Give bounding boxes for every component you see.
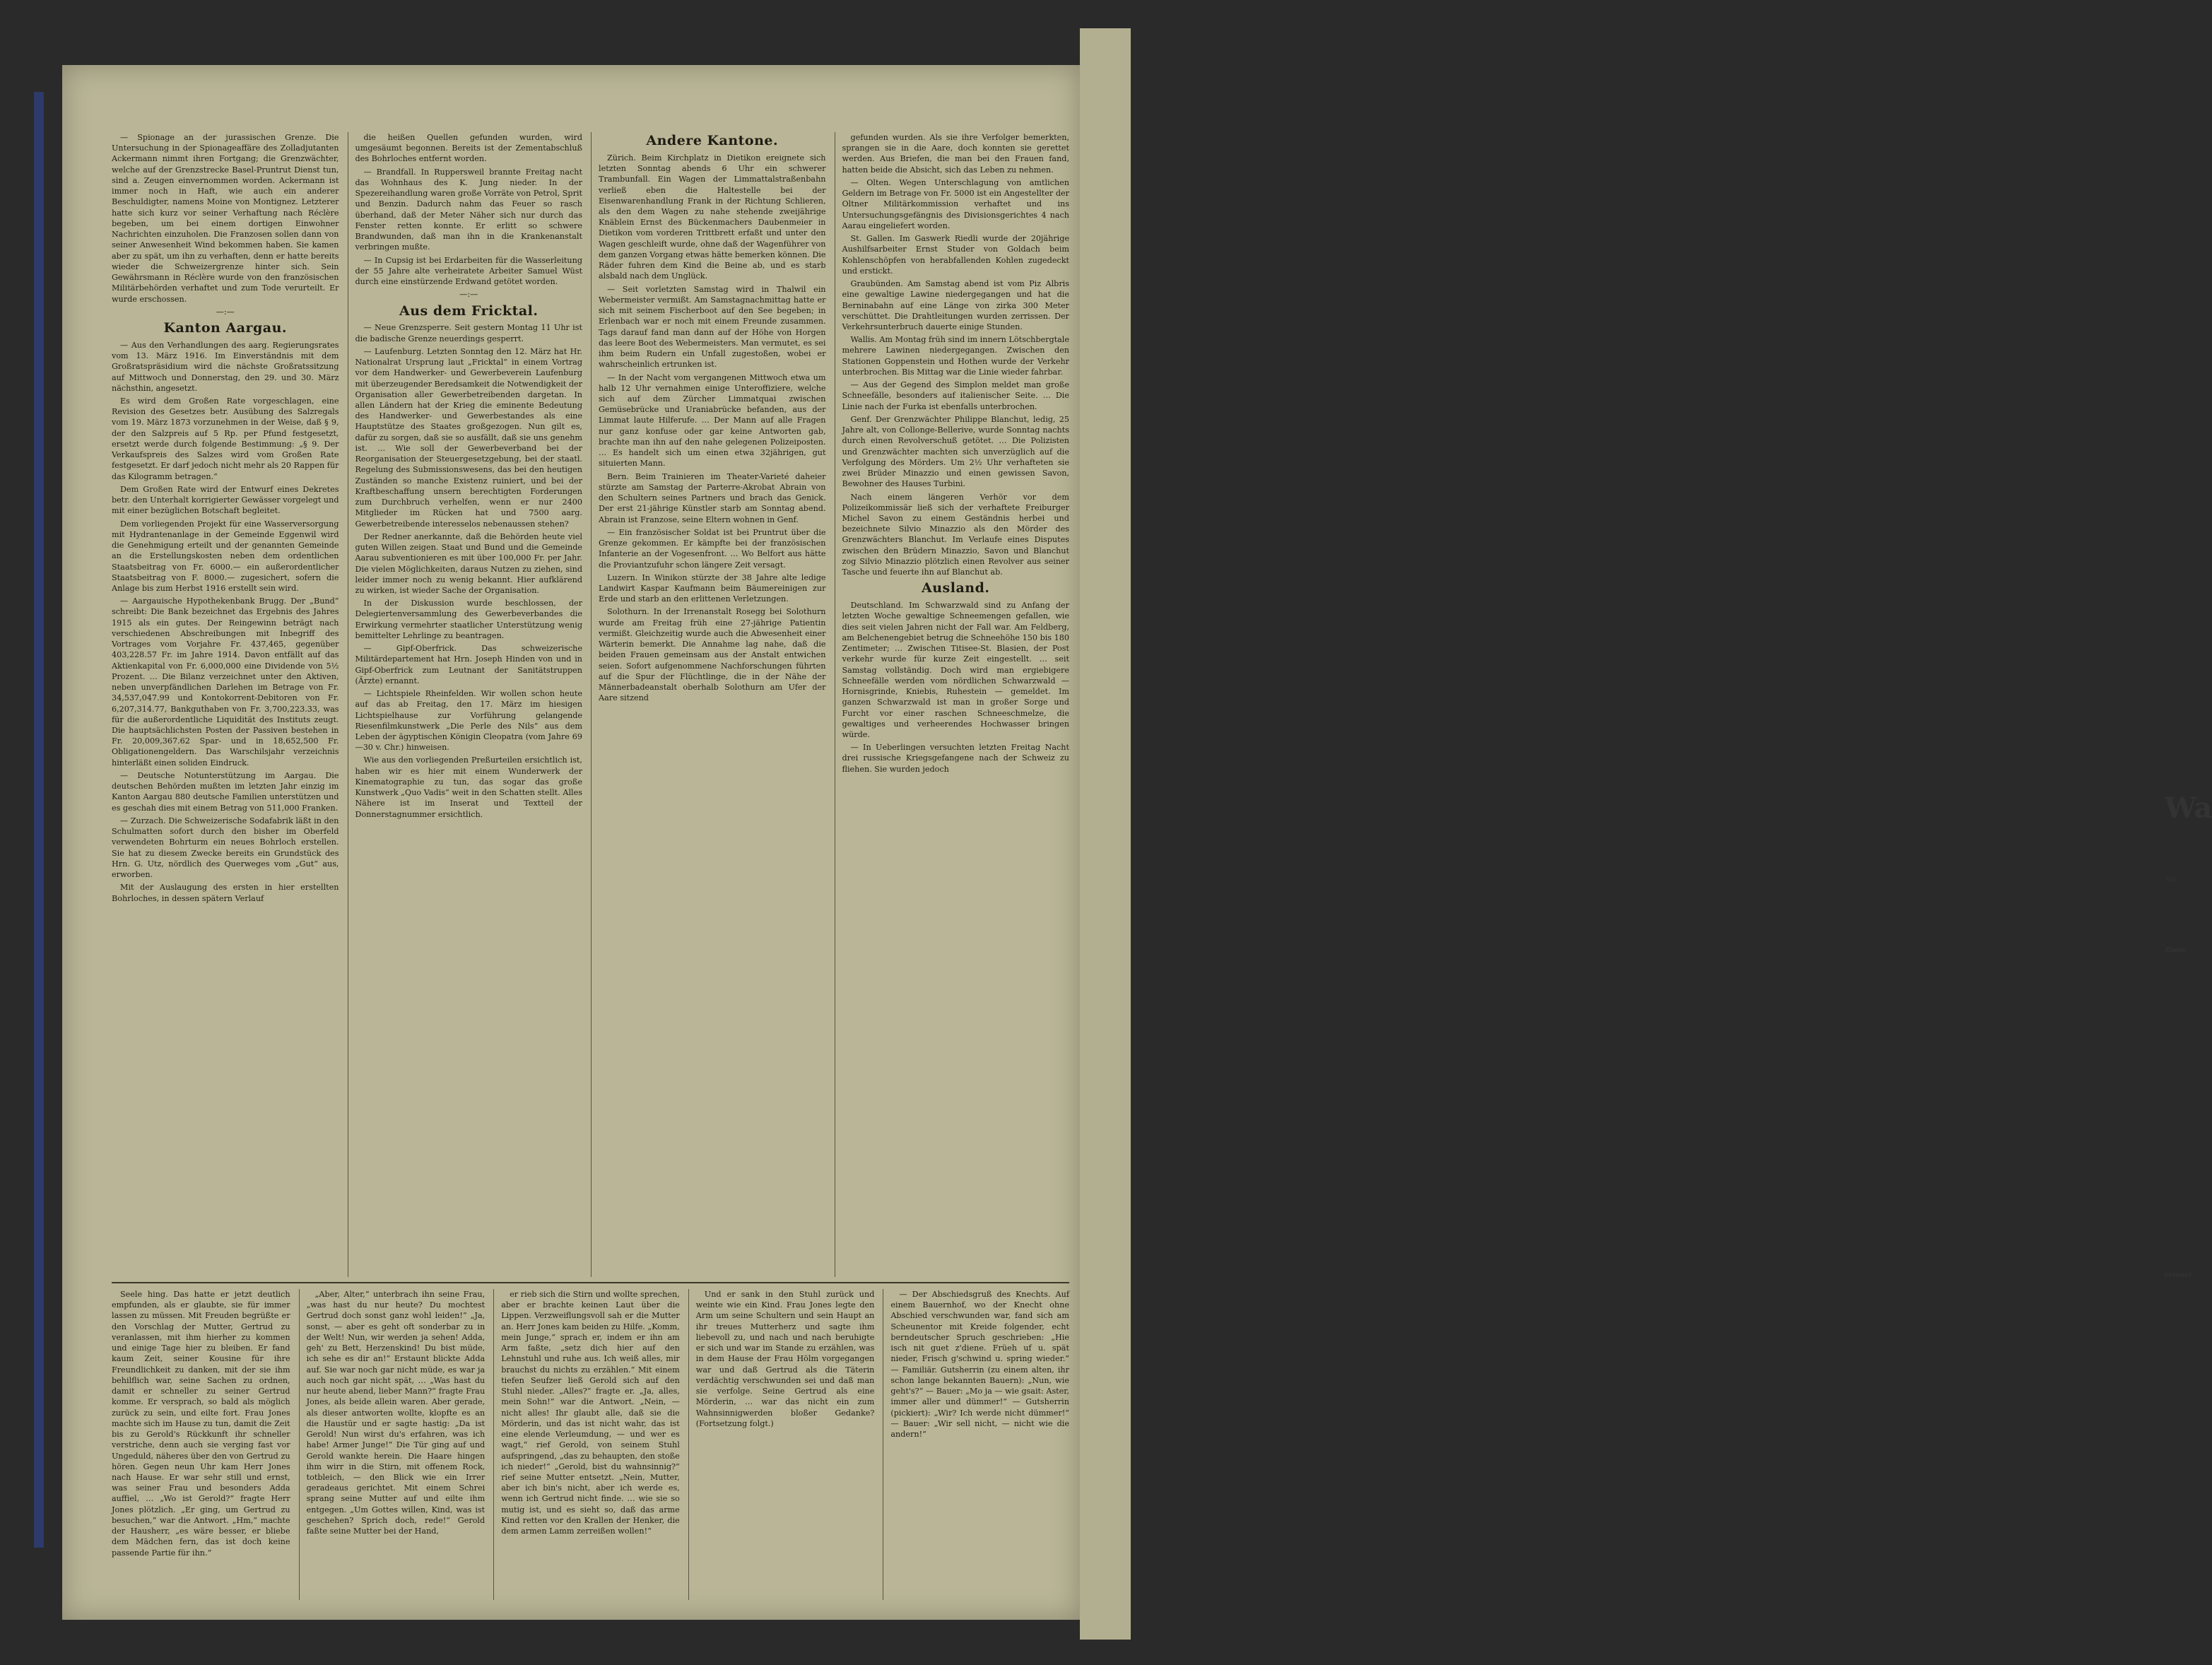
article-paragraph: — Spionage an der jurassischen Grenze. Die Untersuchung in der Spionageaffäre des Zolladjutanten Ackermann nimmt ihren Fortgang; die Grenzwächter, welche auf der Grenzstrecke Basel-Pruntrut Dienst tun, sind a. Zeugen einvernommen worden. Ackermann ist immer noch in Haft, wie auch ein anderer Beschuldigter, namens Moine von Montignez. Letzterer hatte sich kurz vor seiner Verhaftung nach Réclère begeben, um bei einem dortigen Einwohner Nachrichten einzuholen. Die Franzosen sollen dann von seiner Anwesenheit Wind bekommen haben. Sie kamen aber zu spät, um ihn zu verhaften, denn er hatte bereits wieder die Schweizergrenze hinter sich. Sein Gewährsmann in Réclère wurde von den französischen Militärbehörden verhaftet und zum Tode verurteilt. Er wurde erschossen. <box>112 133 339 304</box>
section-heading: Ausland. <box>922 580 990 596</box>
article-paragraph: Der Redner anerkannte, daß die Behörden heute viel guten Willen zeigen. Staat und Bund und die Gemeinde Aarau subventionieren es mit über 100,000 Fr. per Jahr. Die vielen Möglichkeiten, daraus Nutzen zu ziehen, sind leider immer noch zu wenig bekannt. Hier aufklärend zu wirken, ist wieder Sache der Organisation. <box>355 531 582 595</box>
column-1 <box>112 132 339 1277</box>
article-paragraph: Wallis. Am Montag früh sind im innern Lötschbergtale mehrere Lawinen niedergegangen. Zwischen den Stationen Goppenstein und Hothen wurde der Verkehr unterbrochen. Bis Mittag war die Linie wieder fahrbar. <box>842 335 1069 377</box>
article-paragraph: Luzern. In Winikon stürzte der 38 Jahre alte ledige Landwirt Kaspar Kaufmann beim Bäumereinigen zur Erde und starb an den erlittenen Verletzungen. <box>599 572 826 604</box>
section-heading: Aus dem Fricktal. <box>399 302 539 319</box>
article-paragraph: — Olten. Wegen Unterschlagung von amtlichen Geldern im Betrage von Fr. 5000 ist ein Angestellter der Oltner Militärkommission verhaftet und ins Untersuchungsgefängnis des Divisionsgerichtes 4 nach Aarau eingeliefert worden. <box>842 177 1069 230</box>
edge-fragment-3: Zimm <box>2165 947 2186 954</box>
article-paragraph: Solothurn. In der Irrenanstalt Rosegg bei Solothurn wurde am Freitag früh eine 27-jährige Patientin vermißt. Gleichzeitig wurde auch die Abwesenheit einer Wärterin bemerkt. Die Annahme lag nahe, daß die beiden Frauen gemeinsam aus der Anstalt entwichen seien. Sofort aufgenommene Nachforschungen führten auf die Spur der Flüchtlinge, die in der Nähe der Männerbadeanstalt oberhalb Solothurn am Ufer der Aare sitzend <box>599 607 826 703</box>
article-paragraph: — Deutsche Notunterstützung im Aargau. Die deutschen Behörden mußten im letzten Jahr einzig im Kanton Aargau 880 deutsche Familien unterstützen und es geschah dies mit einem Betrag von 511,000 Franken. <box>112 770 339 813</box>
article-paragraph: — Lichtspiele Rheinfelden. Wir wollen schon heute auf das ab Freitag, den 17. März im hiesigen Lichtspielhause zur Vorführung gelangende Riesenfilmkunstwerk „Die Perle des Nils“ aus dem Leben der ägyptischen Königin Cleopatra (vom Jahre 69—30 v. Chr.) hinweisen. <box>355 689 582 753</box>
edge-fragment-2: Ant <box>2165 876 2176 883</box>
article-paragraph: — Zurzach. Die Schweizerische Sodafabrik läßt in den Schulmatten sofort durch den bisher im Oberfeld verwendeten Bohrturm ein neues Bohrloch erstellen. Sie hat zu diesem Zwecke bereits ein Grundstück des Hrn. G. Utz, nördlich des Querweges vom „Gut“ aus, erworben. <box>112 816 339 880</box>
article-paragraph: — Brandfall. In Ruppersweil brannte Freitag nacht das Wohnhaus des K. Jung nieder. In der Spezereihandlung waren große Vorräte von Petrol, Sprit und Benzin. Dadurch nahm das Feuer so rasch überhand, daß der Meter Näher sich nur durch das Fenster retten konnte. Er erlitt so schwere Brandwunden, daß man ihn in die Krankenanstalt verbringen mußte. <box>355 167 582 252</box>
article-paragraph: — In Cupsig ist bei Erdarbeiten für die Wasserleitung der 55 Jahre alte verheiratete Arbeiter Samuel Wüst durch eine einstürzende Erdwand getötet worden. <box>355 255 582 287</box>
article-paragraph: — Laufenburg. Letzten Sonntag den 12. März hat Hr. Nationalrat Ursprung laut „Fricktal“ in einem Vortrag vor dem Handwerker- und Gewerbeverein Laufenburg mit überzeugender Beredsamkeit die Notwendigkeit der Organisation aller Gewerbetreibenden dargetan. In allen Ländern hat der Krieg die eminente Bedeutung des Handwerker- und Gewerbestandes als eine Hauptstütze des Staates großgezogen. Nun gilt es, dafür zu sorgen, daß sie so ausfällt, daß sie uns genehm ist. … Wie soll der Gewerbeverband bei der Reorganisation der Steuergesetzgebung, bei der staatl. Regelung des Submissionswesens, das bei den heutigen Zuständen so manche Existenz ruiniert, und bei der Kraftbeschaffung unsern berechtigten Forderungen zum Durchbruch verhelfen, wenn er nur 2400 Mitglieder im Rücken hat und 7500 aarg. Gewerbetreibende interesselos nebenaussen stehen? <box>355 346 582 529</box>
newspaper-page <box>62 65 1080 1620</box>
feuilleton-column <box>688 1289 875 1600</box>
article-paragraph: Graubünden. Am Samstag abend ist vom Piz Albris eine gewaltige Lawine niedergegangen und hat die Berninabahn auf eine Länge von zirka 300 Meter verschüttet. Die Drahtleitungen wurden zerrissen. Der Verkehrsunterbruch dauerte einige Stunden. <box>842 279 1069 331</box>
article-paragraph: — In der Nacht vom vergangenen Mittwoch etwa um halb 12 Uhr vernahmen einige Unteroffiziere, welche sich auf dem Zürcher Limmatquai zwischen Gemüsebrücke und Uraniabrücke befanden, aus der Limmat laute Hilferufe. … Der Mann auf alle Fragen nur ganz konfuse oder gar keine Antworten gab, brachte man ihn auf den nahe gelegenen Polizeiposten. … Es handelt sich um einen etwa 32jährigen, gut situierten Mann. <box>599 372 826 469</box>
feuilleton-text: er rieb sich die Stirn und wollte sprechen, aber er brachte keinen Laut über die Lippen. Verzweiflungsvoll sah er die Mutter an. Herr Jones kam beiden zu Hilfe. „Komm, mein Junge,“ sprach er, indem er ihn am Arm faßte, „setz dich hier auf den Lehnstuhl und ruhe aus. Ich weiß alles, mir brauchst du nichts zu erzählen.“ Mit einem tiefen Seufzer ließ Gerold sich auf den Stuhl nieder. „Alles?“ fragte er. „Ja, alles, mein Sohn!“ war die Antwort. „Nein, — nicht alles! Ihr glaubt alle, daß sie die Mörderin, und das ist nicht wahr, das ist eine elende Verleumdung, — und wer es wagt,“ rief Gerold, von seinem Stuhl aufspringend, „das zu behaupten, den stoße ich nieder!“ „Gerold, bist du wahnsinnig?“ rief seine Mutter entsetzt. „Nein, Mutter, aber ich bin's nicht, aber ich werde es, wenn ich Gertrud nicht finde. … wie sie so mutig ist, und es sieht so, daß das arme Kind retten vor den Krallen der Henker, die dem armen Lamm zerreißen wollen!“ <box>501 1290 680 1536</box>
article-paragraph: — Gipf-Oberfrick. Das schweizerische Militärdepartement hat Hrn. Joseph Hinden von und in Gipf-Oberfrick zum Leutnant der Sanitätstruppen (Ärzte) ernannt. <box>355 644 582 686</box>
article-paragraph: Wie aus den vorliegenden Preßurteilen ersichtlich ist, haben wir es hier mit einem Wunderwerk der Kinematographie zu tun, das sogar das große Kunstwerk „Quo Vadis“ weit in den Schatten stellt. Alles Nähere ist im Inserat und Textteil der Donnerstagnummer ersichtlich. <box>355 755 582 819</box>
article-paragraph: Genf. Der Grenzwächter Philippe Blanchut, ledig, 25 Jahre alt, von Collonge-Bellerive, wurde Sonntag nachts durch einen Revolverschuß getötet. … Die Polizisten und Grenzwächter machten sich unverzüglich auf die Verfolgung des Mörders. Um 2½ Uhr verhafteten sie zwei Brüder Minazzio und einen gewissen Savon, Bewohner des Hauses Turbini. <box>842 414 1069 489</box>
article-paragraph: Es wird dem Großen Rate vorgeschlagen, eine Revision des Gesetzes betr. Ausübung des Salzregals vom 19. März 1873 vorzunehmen in der Weise, daß § 9, der den Salzpreis auf 5 Rp. per Pfund festgesetzt, ersetzt werde durch folgende Bestimmung: „§ 9. Der Verkaufspreis des Salzes wird vom Großen Rate festgesetzt. Er darf jedoch nicht mehr als 20 Rappen für das Kilogramm betragen.“ <box>112 396 339 481</box>
article-paragraph: — In Ueberlingen versuchten letzten Freitag Nacht drei russische Kriegsgefangene nach der Schweiz zu fliehen. Sie wurden jedoch <box>842 743 1069 774</box>
article-paragraph: Deutschland. Im Schwarzwald sind zu Anfang der letzten Woche gewaltige Schneemengen gefallen, wie dies seit vielen Jahren nicht der Fall war. Am Feldberg, am Belchenengebiet betrug die Schneehöhe 150 bis 180 Zentimeter; … Zwischen Titisee-St. Blasien, der Post verkehr wurde für kurze Zeit eingestellt. … seit Samstag vollständig. Doch wird man ergiebigere Schneefälle werden vom nördlichen Schwarzwald — Hornisgrinde, Kniebis, Ruhestein — gemeldet. Im ganzen Schwarzwald ist man in großer Sorge und Furcht vor einer raschen Schneeschmelze, die gewaltiges und verheerendes Hochwasser bringen würde. <box>842 601 1069 740</box>
section-heading: Andere Kantone. <box>646 133 779 148</box>
feuilleton-section <box>112 1289 1069 1600</box>
article-paragraph: Mit der Auslaugung des ersten in hier erstellten Bohrloches, in dessen spätern Verlauf <box>112 883 339 903</box>
edge-fragment-4: vermiet <box>2165 1272 2192 1279</box>
column-4 <box>835 132 1070 1277</box>
article-paragraph: Zürich. Beim Kirchplatz in Dietikon ereignete sich letzten Sonntag abends 6 Uhr ein schwerer Trambunfall. Ein Wagen der Limmattalstraßenbahn verließ eben die Haltestelle bei der Eisenwarenhandlung Frank in der Richtung Schlieren, als den dem Wagen zu nahe stehende zweijährige Knäblein Ernst des Bückenmachers Daubenmeier in Dietikon vom vorderen Trittbrett erfaßt und unter den Wagen geschleift wurde, ohne daß der Wagenführer von dem ganzen Vorgang etwas hätte bemerken können. Die Räder fuhren dem Kind die Beine ab, und es starb alsbald nach dem Unglück. <box>599 153 826 281</box>
binding-spine <box>34 92 44 1548</box>
feuilleton-text: Und er sank in den Stuhl zurück und weinte wie ein Kind. Frau Jones legte den Arm um seine Schultern und sein Haupt an ihr treues Mutterherz und sagte ihm liebevoll zu, und nach und nach beruhigte er sich und war im Stande zu erzählen, was in dem Hause der Frau Hölm vorgegangen war und daß Gertrud als die Täterin verdächtig verschwunden sei und daß man sie verfolge. Seine Gertrud als eine Mörderin, … war das nicht ein zum Wahnsinnigwerden bloßer Gedanke? (Fortsetzung folgt.) <box>695 1290 875 1428</box>
article-paragraph: Nach einem längeren Verhör vor dem Polizeikommissär ließ sich der verhaftete Freiburger Michel Savon zu einem Geständnis herbei und bezeichnete Silvio Minazzio als den Mörder des Grenzwächters Blanchut. Im Verlaufe eines Disputes zwischen den Brüdern Minazzio, Savon und Blanchut zog Silvio Minazzio plötzlich einen Revolver aus seiner Tasche und feuerte ihn auf Blanchut ab. <box>842 492 1069 577</box>
feuilleton-column <box>493 1289 680 1600</box>
article-paragraph: — Seit vorletzten Samstag wird in Thalwil ein Webermeister vermißt. Am Samstagnachmittag hatte er sich mit seinem Fischerboot auf den See begeben; in Erlenbach war er noch mit einem Freunde zusammen. Tags darauf fand man dann auf der Höhe von Horgen das leere Boot des Webermeisters. Man vermutet, es sei ihm beim Rudern ein Unfall zugestoßen, wobei er wahrscheinlich ertrunken ist. <box>599 284 826 370</box>
feuilleton-column <box>299 1289 486 1600</box>
article-paragraph: — Neue Grenzsperre. Seit gestern Montag 11 Uhr ist die badische Grenze neuerdings gesperrt. <box>355 323 582 343</box>
column-3 <box>591 132 826 1277</box>
article-paragraph: — Aus den Verhandlungen des aarg. Regierungsrates vom 13. März 1916. Im Einverständnis mit dem Großratspräsidium wird die nächste Großratssitzung auf Mittwoch und Donnerstag, den 29. und 30. März nächsthin, angesetzt. <box>112 340 339 393</box>
article-paragraph: die heißen Quellen gefunden wurden, wird umgesäumt begonnen. Bereits ist der Zementabschluß des Bohrloches entfernt worden. <box>355 133 582 164</box>
separator: —:— <box>459 290 478 300</box>
adjacent-page-edge <box>1080 28 2212 1640</box>
feuilleton-divider <box>112 1282 1069 1283</box>
edge-fragment-1: Wa <box>2165 792 2212 825</box>
feuilleton-text: — Der Abschiedsgruß des Knechts. Auf einem Bauernhof, wo der Knecht ohne Abschied verschwunden war, fand sich am Scheunentor mit Kreide folgender, echt berndeutscher Spruch geschrieben: „Hie isch nit guet z'diene. Früeh uf u. spät nieder, Frisch g'schwind u. spring wieder.“ — Familiär. Gutsherrin (zu einem alten, ihr schon lange bekannten Bauern): „Nun, wie geht's?“ — Bauer: „Mo ja — wie gsait: Aster, immer aller und dümmer!“ — Gutsherrin (pickiert): „Wir? Ich werde nicht dümmer!“ — Bauer: „Wir sell nicht, — nicht wie die andern!“ <box>890 1290 1069 1440</box>
feuilleton-column <box>112 1289 290 1600</box>
article-paragraph: gefunden wurden. Als sie ihre Verfolger bemerkten, sprangen sie in die Aare, doch konnten sie gerettet werden. Aus Briefen, die man bei den Frauen fand, hatten beide die Absicht, sich das Leben zu nehmen. <box>842 133 1069 175</box>
article-paragraph: Dem vorliegenden Projekt für eine Wasserversorgung mit Hydrantenanlage in der Gemeinde Eggenwil wird die Genehmigung erteilt und der genannten Gemeinde an die Erstellungskosten neben dem ordentlichen Staatsbeitrag von Fr. 6000.— ein außerordentlicher Staatsbeitrag von F. 8000.— zugesichert, sofern die Anlage bis zum Herbst 1916 erstellt sein wird. <box>112 519 339 593</box>
section-heading: Kanton Aargau. <box>163 319 288 336</box>
feuilleton-column <box>883 1289 1069 1600</box>
article-paragraph: — Aus der Gegend des Simplon meldet man große Schneefälle, besonders auf italienischer Seite. … Die Linie nach der Furka ist ebenfalls unterbrochen. <box>842 380 1069 411</box>
article-paragraph: — Ein französischer Soldat ist bei Pruntrut über die Grenze gekommen. Er kämpfte bei der französischen Infanterie an der Vogesenfront. … Wo Belfort aus hätte die Proviantzufuhr schon längere Zeit versagt. <box>599 527 826 570</box>
feuilleton-text: Seele hing. Das hatte er jetzt deutlich empfunden, als er glaubte, sie für immer lassen zu müssen. Mit Freuden begrüßte er den Vorschlag der Mutter, Gertrud zu veranlassen, mit ihm hierher zu kommen und einige Tage hier zu bleiben. Er fand kaum Zeit, seiner Kousine für ihre Freundlichkeit zu danken, mit der sie ihm behilflich war, seine Sachen zu ordnen, damit er schneller zu seiner Gertrud komme. Er versprach, so bald als möglich zurück zu sein, und eilte fort. Frau Jones machte sich im Hause zu tun, damit die Zeit bis zu Gerold's Rückkunft ihr schneller verstriche, denn auch sie verging fast vor Ungeduld, näheres über den von Gertrud zu hören. Gegen neun Uhr kam Herr Jones nach Hause. Er war sehr still und ernst, was seiner Frau und besonders Adda auffiel, … „Wo ist Gerold?“ fragte Herr Jones plötzlich. „Er ging, um Gertrud zu besuchen,“ war die Antwort. „Hm,“ machte der Hausherr, „es wäre besser, er bliebe dem Mädchen fern, das ist doch keine passende Partie für ihn.“ <box>112 1290 290 1558</box>
feuilleton-text: „Aber, Alter,“ unterbrach ihn seine Frau, „was hast du nur heute? Du mochtest Gertrud doch sonst ganz wohl leiden!“ „Ja, sonst, — aber es geht oft sonderbar zu in der Welt! Nun, wir werden ja sehen! Adda, geh' zu Bett, Herzenskind! Du bist müde, ich sehe es dir an!“ Erstaunt blickte Adda auf. Sie war noch gar nicht müde, es war ja auch noch gar nicht spät, … „Was hast du nur heute abend, lieber Mann?“ fragte Frau Jones, als beide allein waren. Aber gerade, als dieser antworten wollte, klopfte es an die Haustür und er sagte hastig: „Da ist Gerold! Nun wirst du's erfahren, was ich habe! Armer Junge!“ Die Tür ging auf und Gerold wankte herein. Die Haare hingen ihm wirr in die Stirn, mit offenem Rock, totbleich, — den Blick wie ein Irrer geradeaus gerichtet. Mit einem Schrei sprang seine Mutter auf und eilte ihm entgegen. „Um Gottes willen, Kind, was ist geschehen? Sprich doch, rede!“ Gerold faßte seine Mutter bei der Hand, <box>306 1290 486 1536</box>
news-columns <box>112 132 1069 1277</box>
separator: —:— <box>216 307 235 317</box>
article-paragraph: In der Diskussion wurde beschlossen, der Delegiertenversammlung des Gewerbeverbandes die Erwirkung vermehrter staatlicher Unterstützung wenig bemittelter Lehrlinge zu beantragen. <box>355 599 582 640</box>
article-paragraph: St. Gallen. Im Gaswerk Riedli wurde der 20jährige Aushilfsarbeiter Ernst Studer von Goldach beim Kohlenschöpfen von herabfallenden Kohlen zugedeckt und erstickt. <box>842 234 1069 276</box>
column-2 <box>348 132 583 1277</box>
article-paragraph: Bern. Beim Trainieren im Theater-Varieté daheier stürzte am Samstag der Parterre-Akrobat Abrain von den Schultern seines Partners und brach das Genick. Der erst 21-jährige Künstler starb am Sonntag abend. Abrain ist Franzose, seine Eltern wohnen in Genf. <box>599 471 826 524</box>
article-paragraph: — Aargauische Hypothekenbank Brugg. Der „Bund“ schreibt: Die Bank bezeichnet das Ergebnis des Jahres 1915 als ein gutes. Der Reingewinn beträgt nach verschiedenen Abschreibungen mit Inbegriff des Vortrages vom Vorjahre Fr. 437,465, gegenüber 403,228.57 Fr. im Jahre 1914. Davon entfällt auf das Aktienkapital von Fr. 6,000,000 eine Dividende von 5½ Prozent. … Die Bilanz verzeichnet unter den Aktiven, neben unverpfändlichen Darlehen im Betrage von Fr. 34,537,047.99 und Kontokorrent-Debitoren von Fr. 6,207,314.77, Bankguthaben von Fr. 3,700,223.33, was für die außerordentliche Liquidität des Instituts zeugt. Die hauptsächlichsten Posten der Passiven bestehen in Fr. 20,009,367.62 Spar- und in 18,652,500 Fr. Obligationengeldern. Das Warschilsjahr verzeichnis hinterläßt einen soliden Eindruck. <box>112 596 339 767</box>
article-paragraph: Dem Großen Rate wird der Entwurf eines Dekretes betr. den Unterhalt korrigierter Gewässer vorgelegt und mit einer bezüglichen Botschaft begleitet. <box>112 484 339 516</box>
